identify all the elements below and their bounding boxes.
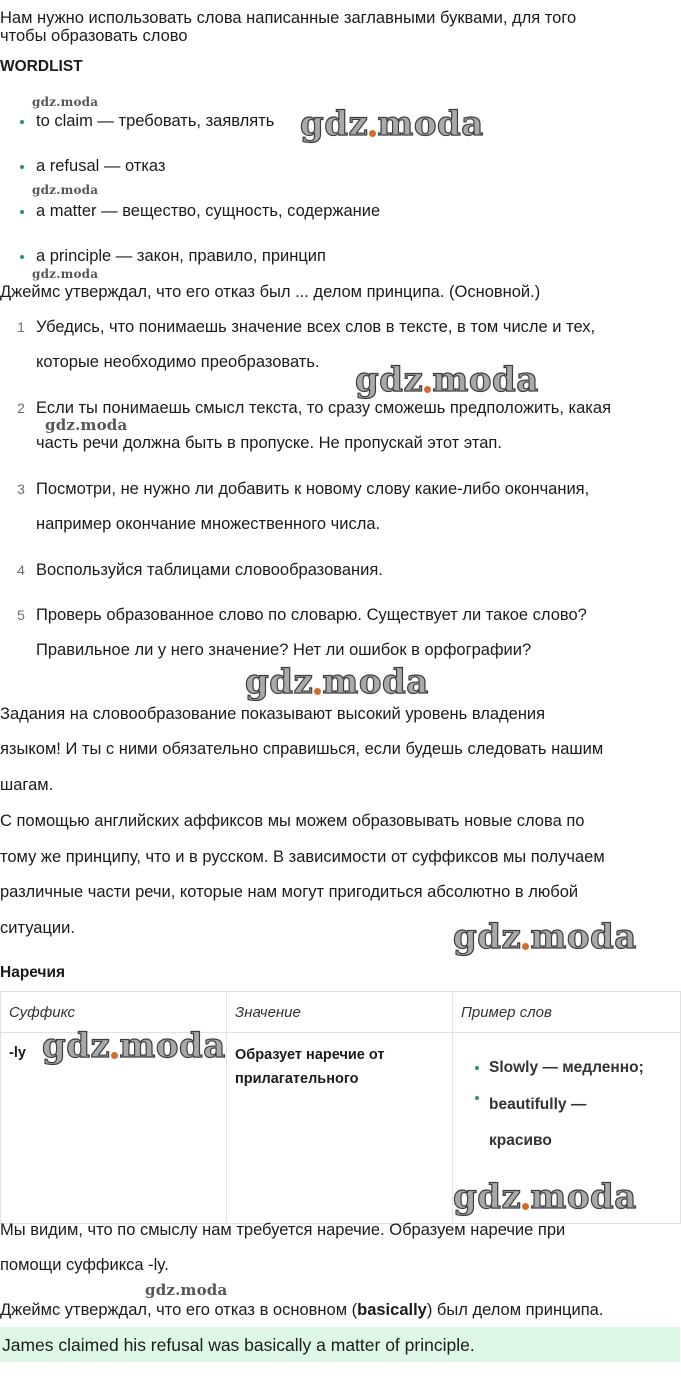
wordlist-item: a refusal — отказ — [36, 157, 166, 175]
watermark-small: gdz.moda — [32, 183, 99, 197]
paragraph-line: языком! И ты с ними обязательно справишься, если будешь следовать нашим — [0, 740, 604, 758]
paragraph-line: шагам. — [0, 776, 54, 794]
paragraph-line: тому же принципу, что и в русском. В зависимости от суффиксов мы получаем — [0, 848, 605, 866]
final-sentence — [0, 1300, 603, 1320]
meaning-value: Образует наречие от прилагательного — [235, 1047, 385, 1087]
watermark-small: gdz.moda — [45, 416, 128, 434]
watermark-big: gdz moda — [453, 917, 637, 957]
conclusion-line: Мы видим, что по смыслу нам требуется наречие. Образуем наречие при — [0, 1221, 566, 1239]
step-text: часть речи должна быть в пропуске. Не пропускай этот этап. — [36, 434, 502, 452]
bullet-dot — [20, 210, 24, 214]
step-text: Правильное ли у него значение? Нет ли ошибок в орфографии? — [36, 641, 532, 659]
step-text: Посмотри, не нужно ли добавить к новому слову какие-либо окончания, — [36, 480, 590, 498]
step-text: Проверь образованное слово по словарю. Существует ли такое слово? — [36, 606, 587, 624]
watermark-big: gdz moda — [453, 1177, 637, 1217]
step-number: 3 — [17, 481, 25, 497]
bullet-dot — [20, 165, 24, 169]
adverbs-heading: Наречия — [0, 964, 66, 981]
paragraph-line: ситуации. — [0, 919, 75, 937]
step-number: 2 — [17, 400, 25, 416]
table-header-cell: Суффикс — [1, 992, 227, 1033]
step-number: 5 — [17, 607, 25, 623]
suffix-value: -ly — [9, 1045, 26, 1061]
step-number: 1 — [17, 319, 25, 335]
bullet-dot — [20, 120, 24, 124]
wordlist-item: to claim — требовать, заявлять — [36, 112, 275, 130]
paragraph-line: Задания на словообразование показывают высокий уровень владения — [0, 705, 546, 723]
intro-cut-line: чтобы образовать слово — [0, 27, 188, 45]
final-bold-word: basically — [357, 1301, 427, 1319]
paragraph-line: С помощью английских аффиксов мы можем образовывать новые слова по — [0, 812, 585, 830]
wordlist-heading: WORDLIST — [0, 58, 83, 75]
examples-list — [453, 1057, 680, 1159]
step-text: например окончание множественного числа. — [36, 515, 381, 533]
step-text: которые необходимо преобразовать. — [36, 353, 320, 371]
watermark-small: gdz.moda — [32, 267, 99, 281]
bullet-dot — [20, 255, 24, 259]
table-header-cell: Пример слов — [453, 992, 681, 1033]
watermark-small: gdz.moda — [32, 95, 99, 109]
step-text: Воспользуйся таблицами словообразования. — [36, 561, 383, 579]
answer-box — [0, 1327, 680, 1362]
watermark-big: gdz moda — [355, 360, 539, 400]
example-item: Slowly — медленно; — [489, 1057, 680, 1079]
watermark-big: gdz moda — [300, 104, 484, 144]
paragraph-line: различные части речи, которые нам могут пригодиться абсолютно в любой — [0, 883, 579, 901]
answer-text: James claimed his refusal was basically a matter of principle. — [2, 1335, 475, 1355]
wordlist-item: a matter — вещество, сущность, содержание — [36, 202, 381, 220]
task-sentence: Джеймс утверждал, что его отказ был ... делом принципа. (Основной.) — [0, 283, 541, 301]
step-text: Если ты понимаешь смысл текста, то сразу сможешь предположить, какая — [36, 399, 612, 417]
final-before: Джеймс утверждал, что его отказ в основном ( — [0, 1301, 358, 1319]
example-item: beautifully — красиво — [489, 1087, 609, 1159]
intro-text: Нам нужно использовать слова написанные заглавными буквами, для того — [0, 9, 577, 27]
watermark-big: gdz moda — [42, 1026, 226, 1066]
table-header-cell: Значение — [227, 992, 453, 1033]
step-number: 4 — [17, 562, 25, 578]
wordlist-item: a principle — закон, правило, принцип — [36, 247, 326, 265]
conclusion-line: помощи суффикса -ly. — [0, 1256, 169, 1274]
watermark-small: gdz.moda — [145, 1281, 228, 1299]
meaning-cell — [227, 1033, 453, 1224]
final-after: ) был делом принципа. — [426, 1301, 604, 1319]
watermark-big: gdz moda — [245, 662, 429, 702]
step-text: Убедись, что понимаешь значение всех слов в тексте, в том числе и тех, — [36, 318, 596, 336]
